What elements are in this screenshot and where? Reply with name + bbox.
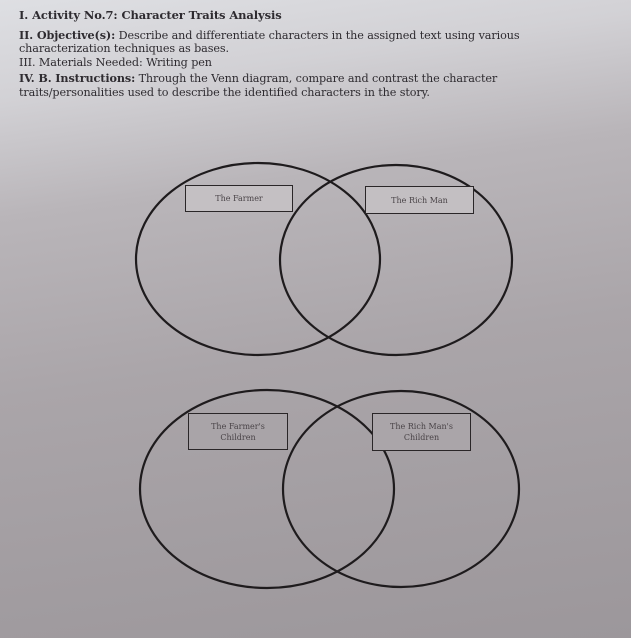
activity-title: I. Activity No.7: Character Traits Analysis — [19, 8, 282, 22]
venn1-right-label: The Rich Man — [365, 186, 474, 214]
instructions-label: IV. B. Instructions: — [19, 71, 136, 85]
materials-line: III. Materials Needed: Writing pen — [19, 56, 212, 69]
objective-text: Describe and differentiate characters in the assigned text using various — [115, 29, 520, 42]
venn2-left-label: The Farmer's Children — [188, 413, 288, 450]
instructions-text-2: traits/personalities used to describe the identified characters in the story. — [19, 86, 430, 99]
objective-text-2: characterization techniques as bases. — [19, 42, 230, 55]
venn2-right-label: The Rich Man's Children — [372, 413, 471, 451]
venn1-left-label: The Farmer — [185, 185, 293, 212]
objective-label: II. Objective(s): — [19, 28, 116, 42]
instructions-text: Through the Venn diagram, compare and contrast the character — [135, 72, 498, 85]
